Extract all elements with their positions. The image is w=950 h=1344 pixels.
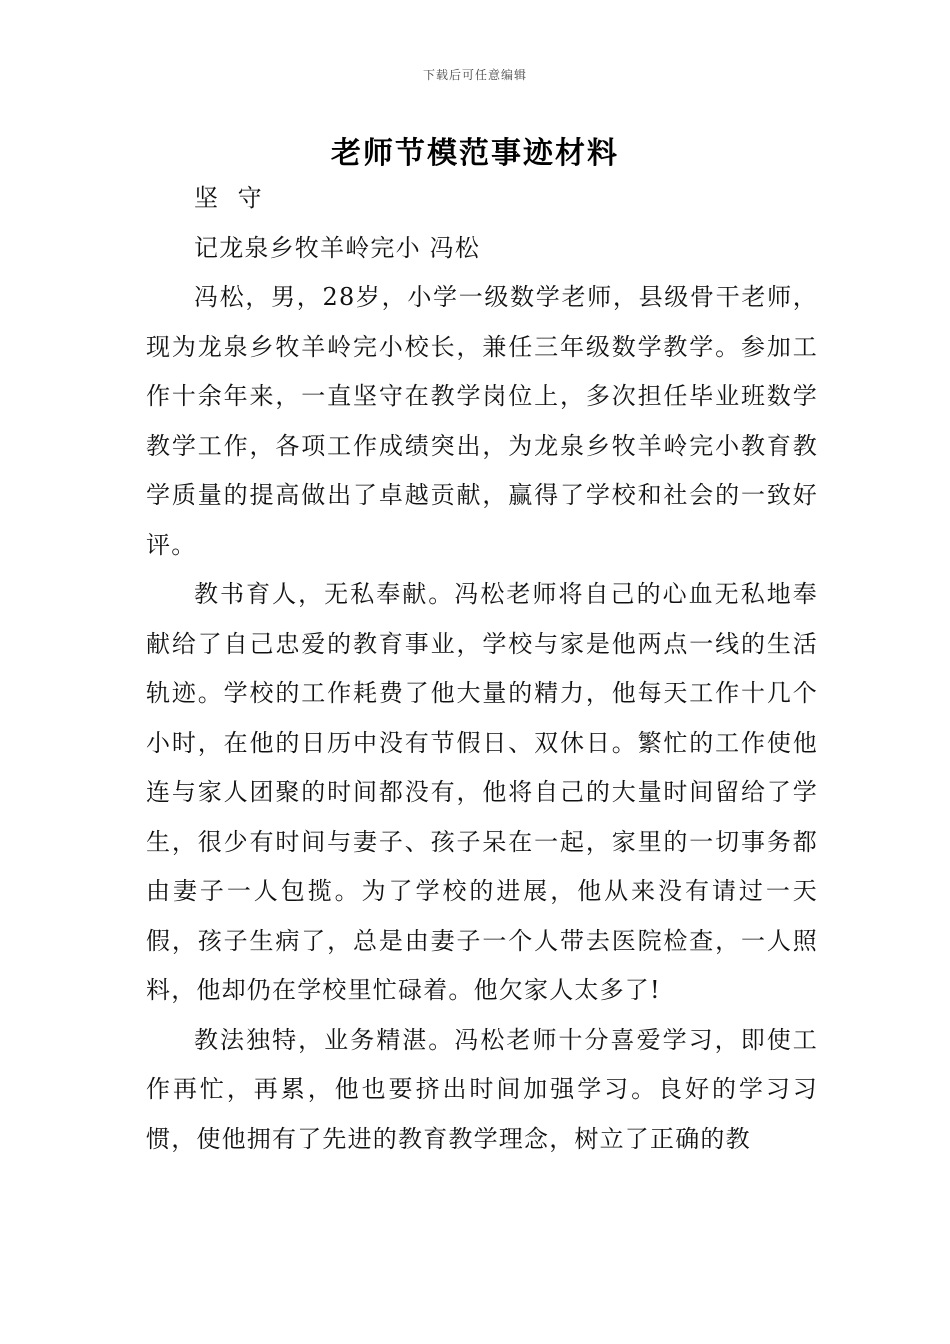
section-heading: 坚 守 xyxy=(194,184,268,212)
document-body xyxy=(146,174,818,1164)
paragraph-3: 教法独特，业务精湛。冯松老师十分喜爱学习，即使工作再忙，再累，他也要挤出时间加强学习。良好的学习习惯，使他拥有了先进的教育教学理念，树立了正确的教 xyxy=(146,1025,818,1153)
paragraph-1: 冯松，男，28岁，小学一级数学老师，县级骨干老师，现为龙泉乡牧羊岭完小校长，兼任三年级数学教学。参加工作十余年来，一直坚守在教学岗位上，多次担任毕业班数学教学工作，各项工作成绩突出，为龙泉乡牧羊岭完小教育教学质量的提高做出了卓越贡献，赢得了学校和社会的一致好评。 xyxy=(146,283,818,559)
subheading: 记龙泉乡牧羊岭完小 冯松 xyxy=(194,233,481,262)
document-title: 老师节模范事迹材料 xyxy=(331,136,619,171)
paragraph-2: 教书育人，无私奉献。冯松老师将自己的心血无私地奉献给了自己忠爱的教育事业，学校与家是他两点一线的生活轨迹。学校的工作耗费了他大量的精力，他每天工作十几个小时，在他的日历中没有节假日、双休日。繁忙的工作使他连与家人团聚的时间都没有，他将自己的大量时间留给了学生，很少有时间与妻子、孩子呆在一起，家里的一切事务都由妻子一人包揽。为了学校的进展，他从来没有请过一天假，孩子生病了，总是由妻子一个人带去医院检查，一人照料，他却仍在学校里忙碌着。他欠家人太多了! xyxy=(146,580,818,1004)
header-note: 下载后可任意编辑 xyxy=(422,68,527,82)
